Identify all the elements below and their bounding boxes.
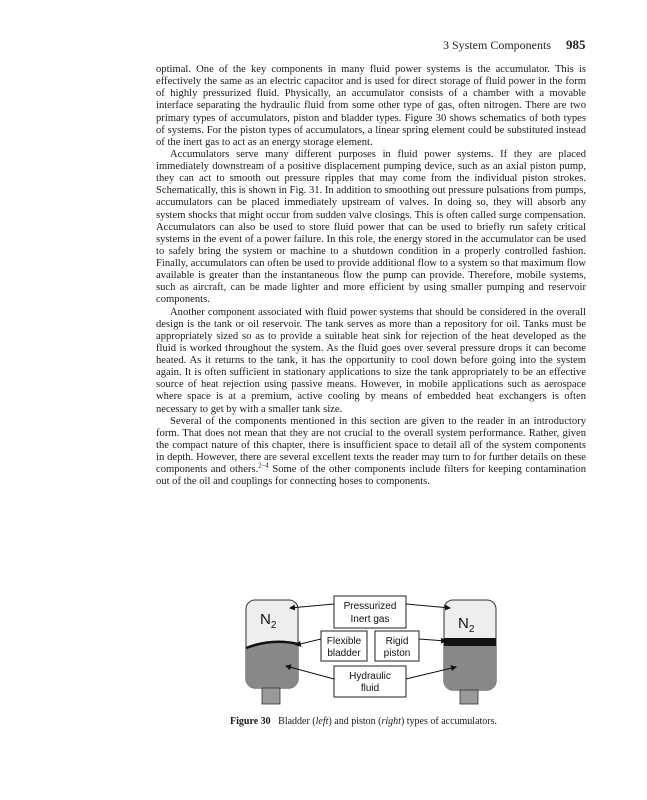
paragraph-4-text: Several of the components mentioned in this section are given to the reader in an introductory form. That does not mean that they are not crucial to the overall system performance. Rather, given the compact nature of this chapter, there is insufficient space to detail all of the system components in depth. However, there are several excellent texts the reader may turn to for further details on these components and others.: [156, 415, 586, 476]
caption-mid: ) and piston (: [328, 716, 382, 727]
paragraph-3: Another component associated with fluid power systems that should be considered in the overall design is the tank or oil reservoir. The tank serves as more than a repository for oil. Tanks must be appropriately sized so as to provide a suitable heat sink for rejection of the heat developed as the fluid is worked throughout the system. As the fluid goes over several pressure drops it can become heated. As it returns to the tank, it has the opportunity to cool down before going into the system again. It is often sufficient in stationary applications to size the tank appropriately to be an effective source of heat rejection using passive means. However, in mobile applications such as aerospace where space is at a premium, active cooling by means of embedded heat exchangers is often necessary to get by with a smaller tank size.: [156, 306, 586, 415]
svg-text:piston: piston: [383, 648, 411, 659]
paragraph-4: [156, 416, 586, 489]
bladder-accumulator: [246, 600, 298, 704]
paragraph-2: Accumulators serve many different purposes in fluid power systems. If they are placed immediately downstream of a positive displacement pumping device, such as an axial piston pump, they can act to smooth out pressure ripples that may come from the individual piston strokes. Schematically, this is shown in Fig. 31. In addition to smoothing out pressure pulsations from pumps, accumulators can be placed immediately upstream of valves. In doing so, they will absorb any system shocks that might occur from sudden valve closings. This is often called surge compensation. Accumulators can also be used to store fluid power that can be used to briefly run safety critical systems in the event of a power failure. In this role, the energy stored in the accumulator can be used to safely bring the system or machine to a shutdown condition in a properly controlled fashion. Finally, accumulators can often be used to provide additional flow to a system so that maximum flow available is greater than the instantaneous flow the pump can provide. Therefore, mobile systems, such as aircraft, can be made lighter and more efficient by using smaller pumping and reservoir components.: [156, 148, 586, 306]
piston-accumulator: [444, 600, 496, 704]
left-fluid-region: [246, 642, 298, 688]
caption-post: ) types of accumulators.: [400, 716, 498, 727]
page-number: 985: [566, 37, 586, 52]
figure-30-diagram: [234, 588, 534, 718]
label-pressurized-gas: [334, 596, 406, 628]
svg-text:bladder: bladder: [327, 648, 361, 659]
svg-text:Pressurized: Pressurized: [343, 601, 397, 612]
caption-label: Figure 30: [230, 716, 271, 727]
caption-pre: Bladder (: [278, 716, 316, 727]
svg-text:fluid: fluid: [360, 683, 380, 694]
left-port: [262, 688, 280, 704]
citation-superscript: 2–4: [258, 461, 269, 470]
svg-text:Rigid: Rigid: [385, 636, 409, 647]
paragraph-4-tail: Some of the other components include filters for keeping contamination out of the oil and couplings for connecting hoses to components.: [156, 464, 586, 488]
label-flexible-bladder: [321, 631, 367, 661]
figure-caption: [230, 716, 497, 727]
label-rigid-piston: [375, 631, 419, 661]
caption-left: left: [315, 716, 329, 727]
right-port: [460, 690, 478, 704]
right-gas-label: $N_2$: [458, 615, 475, 635]
svg-text:Hydraulic: Hydraulic: [349, 671, 391, 682]
svg-text:Flexible: Flexible: [326, 636, 362, 647]
paragraph-1: optimal. One of the key components in many fluid power systems is the accumulator. This is effectively the same as an electric capacitor and is used for direct storage of fluid power in the form of highly pressurized fluid. Physically, an accumulator consists of a chamber with a movable interface separating the hydraulic fluid from some other type of gas, often nitrogen. There are two primary types of accumulators, piston and bladder types. Figure 30 shows schematics of both types of systems. For the piston types of accumulators, a linear spring element could be substituted instead of the inert gas to act as an energy storage element.: [156, 64, 586, 148]
caption-right: right: [381, 716, 401, 727]
svg-text:Inert gas: Inert gas: [350, 614, 390, 625]
left-gas-label: $N_2$: [260, 611, 277, 631]
body-text: [156, 64, 586, 488]
section-title: 3 System Components: [443, 38, 552, 52]
label-hydraulic-fluid: [334, 666, 406, 697]
rigid-piston: [444, 638, 496, 646]
running-header: [443, 37, 586, 53]
